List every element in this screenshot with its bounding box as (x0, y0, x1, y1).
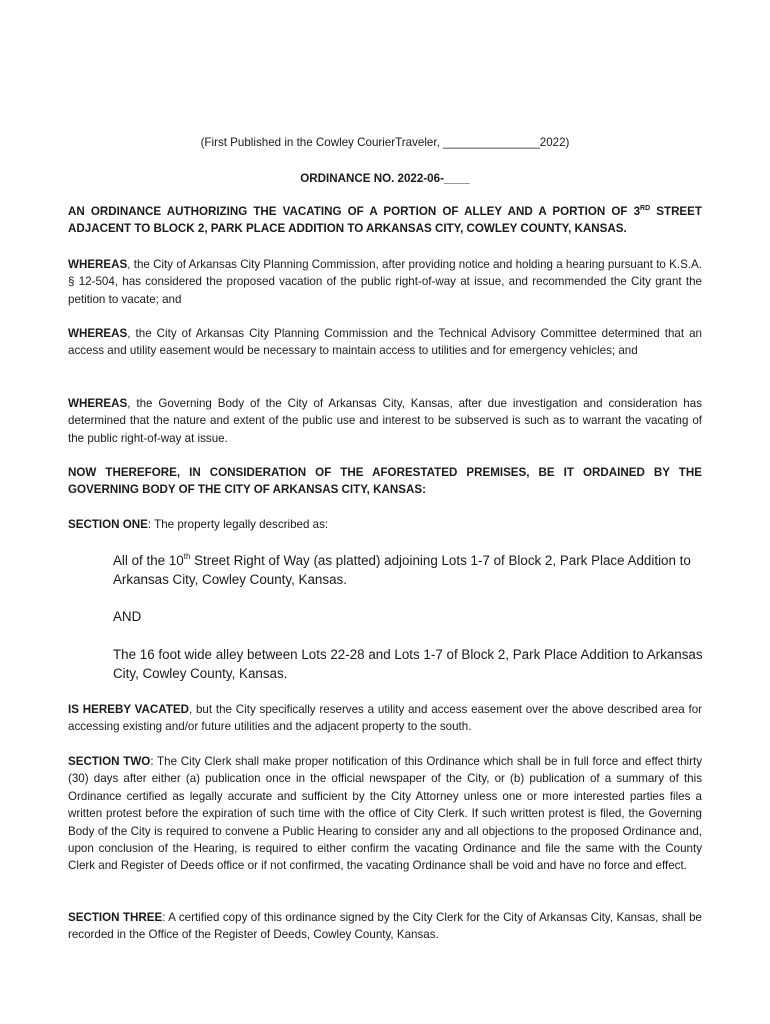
section-three-heading: SECTION THREE (68, 911, 163, 924)
section-two-text: : The City Clerk shall make proper notification of this Ordinance which shall be in full force and effect thirty (30) days after either (a) publication once in the official newspaper of the City, or (b) publication of a summary of this Ordinance certified as legally accurate and sufficient by the City Attorney unless one or more interested parties files a written protest before the expiration of such time with the office of City Clerk. If such written protest is filed, the Governing Body of the City is required to convene a Public Hearing to consider any and all objections to the proposed Ordinance and, upon conclusion of the Hearing, is required to either confirm the vacating Ordinance and file the same with the County Clerk and Register of Deeds office or if not confirmed, the vacating Ordinance shall be void and have no force and effect. (68, 755, 703, 873)
whereas-lead: WHEREAS (68, 397, 128, 410)
whereas-text: , the City of Arkansas City Planning Commission and the Technical Advisory Committee determined that an access and utility easement would be necessary to maintain access to utilities and for emergency vehicles; and (68, 327, 702, 358)
legal-description-2: The 16 foot wide alley between Lots 22-28 and Lots 1-7 of Block 2, Park Place Addition to Arkansas City, Cowley County, Kansas. (113, 647, 703, 681)
section-two-heading: SECTION TWO (68, 755, 151, 768)
legal-and-separator: AND (113, 609, 142, 624)
legal-description-1 (113, 551, 703, 589)
whereas-text: , the Governing Body of the City of Arkansas City, Kansas, after due investigation and consideration has determined that the nature and extent of the public use and interest to be subserved is such as to warrant the vacating of the public right-of-way at issue. (68, 397, 702, 445)
ordinance-title-superscript: RD (640, 205, 651, 212)
whereas-lead: WHEREAS (68, 327, 128, 340)
publication-line: (First Published in the Cowley CourierTraveler, _______________2022) (200, 136, 570, 149)
section-one-heading: SECTION ONE (68, 518, 148, 531)
vacated-paragraph (68, 701, 702, 736)
ordinance-title (68, 203, 702, 238)
legal-description-1-part2: Street Right of Way (as platted) adjoining Lots 1-7 of Block 2, Park Place Addition to Arkansas City, Cowley County, Kansas. (113, 553, 691, 587)
vacated-text: , but the City specifically reserves a utility and access easement over the above described area for accessing existing and/or future utilities and the adjacent property to the south. (68, 703, 703, 734)
ordinance-title-part1: AN ORDINANCE AUTHORIZING THE VACATING OF A PORTION OF ALLEY AND A PORTION OF 3 (68, 205, 641, 218)
section-one-text: : The property legally described as: (147, 518, 329, 531)
section-three (68, 909, 702, 944)
whereas-paragraph-2 (68, 325, 702, 360)
legal-description-1-part1: All of the 10 (113, 553, 184, 568)
whereas-paragraph-3 (68, 395, 702, 447)
ordinance-number: ORDINANCE NO. 2022-06-____ (300, 172, 470, 185)
now-therefore-clause: NOW THEREFORE, IN CONSIDERATION OF THE AFORESTATED PREMISES, BE IT ORDAINED BY THE GOVERNING BODY OF THE CITY OF ARKANSAS CITY, KANSAS: (68, 466, 702, 497)
whereas-paragraph-1 (68, 256, 702, 308)
section-two (68, 753, 702, 875)
legal-description-1-superscript: th (183, 552, 191, 561)
vacated-lead: IS HEREBY VACATED (68, 703, 189, 716)
ordinance-title-part2: STREET ADJACENT TO BLOCK 2, PARK PLACE ADDITION TO ARKANSAS CITY, COWLEY COUNTY, KANSAS. (68, 205, 702, 236)
section-one (68, 516, 702, 533)
section-three-text: : A certified copy of this ordinance signed by the City Clerk for the City of Arkansas City, Kansas, shall be recorded in the Office of the Register of Deeds, Cowley County, Kansas. (68, 911, 703, 942)
whereas-text: , the City of Arkansas City Planning Commission, after providing notice and holding a hearing pursuant to K.S.A. § 12-504, has considered the proposed vacation of the public right-of-way at issue, and recommended the City grant the petition to vacate; and (68, 258, 702, 306)
whereas-lead: WHEREAS (68, 258, 128, 271)
